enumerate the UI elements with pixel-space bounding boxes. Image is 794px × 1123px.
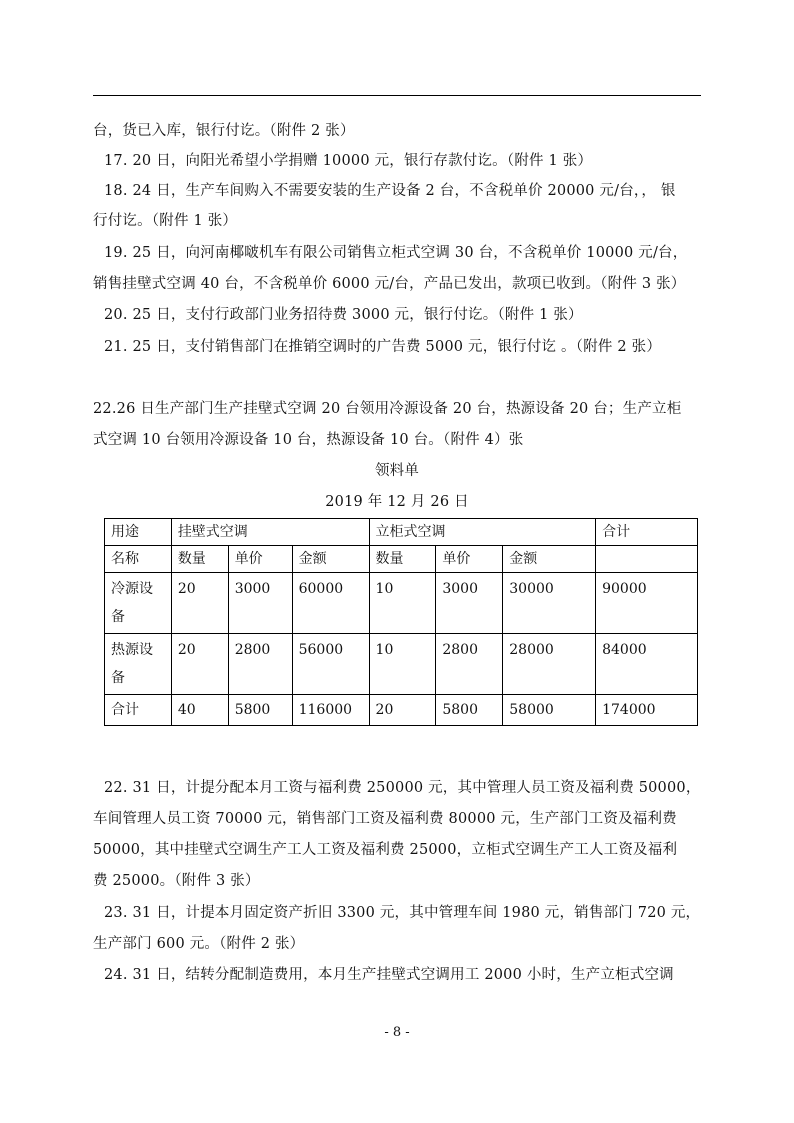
table-header-cell: 立柜式空调 bbox=[369, 519, 596, 546]
page-number: - 8 - bbox=[384, 1025, 410, 1040]
form-title: 领料单 bbox=[374, 463, 420, 479]
table-cell: 174000 bbox=[596, 695, 698, 726]
row-name-line: 备 bbox=[111, 609, 125, 625]
row-name-line: 热源设 bbox=[111, 642, 153, 658]
table-cell: 20 bbox=[369, 695, 436, 726]
table-row-name bbox=[105, 573, 172, 634]
table-header-cell: 名称 bbox=[105, 546, 172, 573]
table-cell: 58000 bbox=[503, 695, 596, 726]
paragraph-line: 17. 20 日，向阳光希望小学捐赠 10000 元，银行存款付讫。（附件 1 张） bbox=[104, 153, 593, 169]
table-header-cell: 挂壁式空调 bbox=[171, 519, 369, 546]
table-header-cell bbox=[596, 546, 698, 573]
table-header-cell: 金额 bbox=[292, 546, 369, 573]
table-cell: 3000 bbox=[228, 573, 292, 634]
paragraph-line: 台，货已入库，银行付讫。（附件 2 张） bbox=[93, 123, 355, 139]
paragraph-line: 19. 25 日，向河南椰啵机车有限公司销售立柜式空调 30 台，不含税单价 10000 元/台， bbox=[104, 245, 688, 261]
paragraph-line: 22. 31 日，计提分配本月工资与福利费 250000 元，其中管理人员工资及福利费 50000， bbox=[104, 780, 701, 796]
table-cell: 2800 bbox=[228, 634, 292, 695]
table-row bbox=[105, 573, 698, 634]
table-cell: 10 bbox=[369, 634, 436, 695]
paragraph-line: 车间管理人员工资 70000 元，销售部门工资及福利费 80000 元，生产部门工资及福利费 bbox=[93, 811, 677, 827]
form-date: 2019 年 12 月 26 日 bbox=[325, 494, 469, 510]
row-name-line: 冷源设 bbox=[111, 581, 153, 597]
paragraph-line: 20. 25 日，支付行政部门业务招待费 3000 元，银行付讫。（附件 1 张） bbox=[104, 307, 583, 323]
table-row bbox=[105, 634, 698, 695]
table-row-name bbox=[105, 634, 172, 695]
materials-requisition-table bbox=[104, 518, 698, 726]
table-cell: 84000 bbox=[596, 634, 698, 695]
paragraph-line: 行付讫。（附件 1 张） bbox=[93, 213, 238, 229]
table-cell: 5800 bbox=[228, 695, 292, 726]
table-total-row bbox=[105, 695, 698, 726]
paragraph-line: 销售挂壁式空调 40 台，不含税单价 6000 元/台，产品已发出，款项已收到。（附件 3 张） bbox=[93, 276, 686, 292]
paragraph-line: 18. 24 日，生产车间购入不需要安装的生产设备 2 台，不含税单价 20000 元/台，， 银 bbox=[104, 183, 676, 199]
table-header-cell: 单价 bbox=[228, 546, 292, 573]
table-cell: 28000 bbox=[503, 634, 596, 695]
table-cell: 20 bbox=[171, 634, 228, 695]
table-sub-header-row bbox=[105, 546, 698, 573]
table-cell: 3000 bbox=[436, 573, 503, 634]
paragraph-line: 费 25000。（附件 3 张） bbox=[93, 873, 260, 889]
paragraph-line: 式空调 10 台领用冷源设备 10 台，热源设备 10 台。（附件 4）张 bbox=[93, 432, 524, 448]
table-cell: 60000 bbox=[292, 573, 369, 634]
table-cell: 10 bbox=[369, 573, 436, 634]
table-group-header-row bbox=[105, 519, 698, 546]
paragraph-line: 23. 31 日，计提本月固定资产折旧 3300 元，其中管理车间 1980 元，销售部门 720 元， bbox=[104, 905, 701, 921]
paragraph-line: 21. 25 日，支付销售部门在推销空调时的广告费 5000 元，银行付讫 。（附件 2 张） bbox=[104, 339, 662, 355]
paragraph-line: 50000，其中挂壁式空调生产工人工资及福利费 25000，立柜式空调生产工人工资及福利 bbox=[93, 842, 678, 858]
table-cell: 90000 bbox=[596, 573, 698, 634]
table-cell: 56000 bbox=[292, 634, 369, 695]
table-cell: 116000 bbox=[292, 695, 369, 726]
table-cell: 40 bbox=[171, 695, 228, 726]
table-cell: 30000 bbox=[503, 573, 596, 634]
row-name-line: 备 bbox=[111, 670, 125, 686]
table-header-cell: 合计 bbox=[596, 519, 698, 546]
table-row-name: 合计 bbox=[105, 695, 172, 726]
paragraph-line: 22.26 日生产部门生产挂壁式空调 20 台领用冷源设备 20 台，热源设备 20 台；生产立柜 bbox=[93, 401, 682, 417]
header-rule bbox=[93, 95, 701, 96]
paragraph-line: 生产部门 600 元。（附件 2 张） bbox=[93, 936, 305, 952]
paragraph-line: 24. 31 日，结转分配制造费用，本月生产挂壁式空调用工 2000 小时，生产立柜式空调 bbox=[104, 967, 674, 983]
table-header-cell: 金额 bbox=[503, 546, 596, 573]
table-header-cell: 数量 bbox=[171, 546, 228, 573]
table-header-cell: 单价 bbox=[436, 546, 503, 573]
table-header-cell: 数量 bbox=[369, 546, 436, 573]
table-cell: 5800 bbox=[436, 695, 503, 726]
table-cell: 2800 bbox=[436, 634, 503, 695]
table-header-cell: 用途 bbox=[105, 519, 172, 546]
table-cell: 20 bbox=[171, 573, 228, 634]
